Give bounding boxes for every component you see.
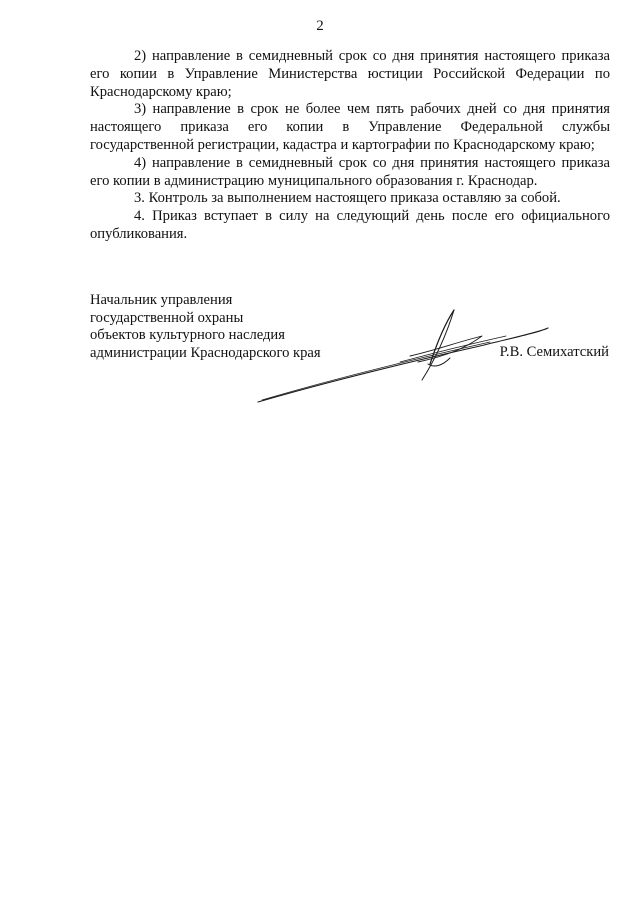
paragraph-effective-date: 4. Приказ вступает в силу на следующий день после его официального опубликования. (90, 208, 610, 242)
signature-block (90, 292, 610, 412)
paragraph-item-2: 2) направление в семидневный срок со дня принятия настоящего приказа его копии в Управление Министерства юстиции Российской Федерации по Краснодарскому краю; (90, 48, 610, 100)
signatory-name: Р.В. Семихатский (499, 344, 609, 360)
signatory-title-line: государственной охраны (90, 309, 244, 326)
paragraph-item-4: 4) направление в семидневный срок со дня принятия настоящего приказа его копии в администрацию муниципального образования г. Краснодар. (90, 154, 610, 189)
signatory-title-line: администрации Краснодарского края (90, 344, 321, 361)
page-number: 2 (316, 18, 324, 34)
paragraph-control: 3. Контроль за выполнением настоящего приказа оставляю за собой. (134, 190, 561, 207)
signatory-title-line: объектов культурного наследия (90, 327, 285, 344)
document-body (90, 48, 610, 244)
signatory-title-line: Начальник управления (90, 292, 233, 308)
paragraph-item-3: 3) направление в срок не более чем пять рабочих дней со дня принятия настоящего приказа его копии в Управление Федеральной службы государственной регистрации, кадастра и картографии по Краснодарскому краю; (90, 101, 610, 153)
